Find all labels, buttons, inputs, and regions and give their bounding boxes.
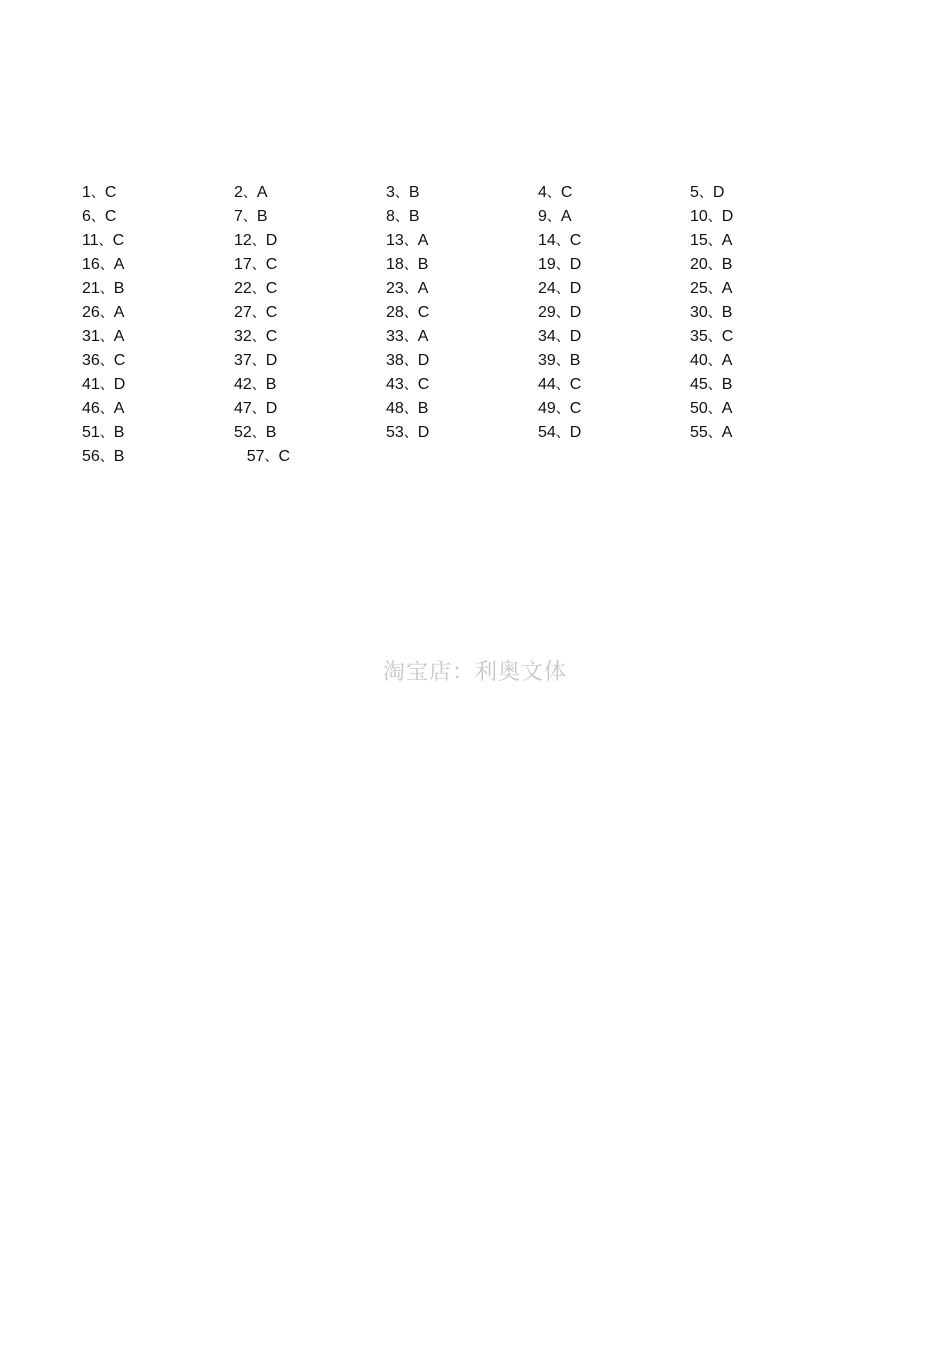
question-number: 38 bbox=[386, 352, 404, 369]
answer-row bbox=[82, 277, 842, 301]
answer-item bbox=[690, 253, 842, 277]
answer-item bbox=[82, 181, 234, 205]
answer-row bbox=[82, 253, 842, 277]
answer-letter: B bbox=[417, 400, 429, 417]
answer-item bbox=[690, 229, 842, 253]
answer-item bbox=[690, 421, 842, 445]
answer-letter: A bbox=[721, 424, 733, 441]
separator: 、 bbox=[99, 329, 114, 345]
answer-letter: A bbox=[113, 328, 125, 345]
question-number: 11 bbox=[82, 232, 99, 249]
separator: 、 bbox=[707, 281, 722, 297]
answer-row bbox=[82, 373, 842, 397]
answer-row bbox=[82, 205, 842, 229]
answer-letter: C bbox=[265, 280, 278, 297]
answer-letter: A bbox=[113, 400, 125, 417]
separator: 、 bbox=[403, 401, 418, 417]
answer-letter: C bbox=[721, 328, 734, 345]
answer-item bbox=[690, 349, 842, 373]
answer-row bbox=[82, 229, 842, 253]
question-number: 2 bbox=[234, 184, 243, 201]
answer-item bbox=[82, 205, 234, 229]
answer-letter: C bbox=[104, 184, 117, 201]
question-number: 57 bbox=[246, 448, 265, 465]
answer-item bbox=[234, 421, 386, 445]
answer-item bbox=[82, 277, 234, 301]
separator: 、 bbox=[264, 449, 279, 465]
answer-item bbox=[538, 301, 690, 325]
answer-item bbox=[234, 325, 386, 349]
answer-letter: D bbox=[569, 328, 582, 345]
answer-letter: D bbox=[265, 352, 278, 369]
answer-letter: C bbox=[265, 328, 278, 345]
question-number: 14 bbox=[538, 232, 556, 249]
separator: 、 bbox=[403, 281, 418, 297]
answer-row bbox=[82, 445, 842, 469]
answer-item bbox=[386, 301, 538, 325]
answer-letter: D bbox=[113, 376, 126, 393]
question-number: 55 bbox=[690, 424, 708, 441]
answer-letter: A bbox=[721, 352, 733, 369]
answer-letter: C bbox=[112, 232, 125, 249]
question-number: 33 bbox=[386, 328, 404, 345]
question-number: 26 bbox=[82, 304, 100, 321]
answer-item bbox=[386, 349, 538, 373]
separator: 、 bbox=[707, 329, 722, 345]
question-number: 24 bbox=[538, 280, 556, 297]
answer-item bbox=[234, 277, 386, 301]
answer-item bbox=[82, 349, 234, 373]
answer-letter: C bbox=[569, 376, 582, 393]
separator: 、 bbox=[707, 401, 722, 417]
separator: 、 bbox=[403, 353, 418, 369]
answer-row bbox=[82, 181, 842, 205]
answer-letter: D bbox=[417, 424, 430, 441]
answer-item bbox=[386, 181, 538, 205]
separator: 、 bbox=[403, 257, 418, 273]
separator: 、 bbox=[403, 305, 418, 321]
answer-item bbox=[82, 373, 234, 397]
question-number: 45 bbox=[690, 376, 708, 393]
answer-item bbox=[234, 181, 386, 205]
answer-letter: B bbox=[721, 304, 733, 321]
answer-item bbox=[82, 301, 234, 325]
answer-letter: D bbox=[569, 304, 582, 321]
answer-letter: C bbox=[569, 400, 582, 417]
question-number: 30 bbox=[690, 304, 708, 321]
separator: 、 bbox=[99, 257, 114, 273]
answer-letter: A bbox=[721, 400, 733, 417]
answer-item bbox=[386, 325, 538, 349]
separator: 、 bbox=[707, 353, 722, 369]
separator: 、 bbox=[242, 209, 257, 225]
separator: 、 bbox=[707, 305, 722, 321]
separator: 、 bbox=[555, 401, 570, 417]
answer-row bbox=[82, 397, 842, 421]
separator: 、 bbox=[403, 329, 418, 345]
separator: 、 bbox=[555, 305, 570, 321]
question-number: 49 bbox=[538, 400, 556, 417]
separator: 、 bbox=[99, 449, 114, 465]
question-number: 41 bbox=[82, 376, 100, 393]
answer-item bbox=[386, 253, 538, 277]
answer-letter: A bbox=[417, 280, 429, 297]
separator: 、 bbox=[251, 353, 266, 369]
answer-item bbox=[234, 373, 386, 397]
separator: 、 bbox=[555, 377, 570, 393]
separator: 、 bbox=[707, 209, 722, 225]
answer-item bbox=[234, 253, 386, 277]
answer-item bbox=[690, 205, 842, 229]
separator: 、 bbox=[251, 401, 266, 417]
separator: 、 bbox=[99, 401, 114, 417]
separator: 、 bbox=[394, 209, 409, 225]
question-number: 34 bbox=[538, 328, 556, 345]
separator: 、 bbox=[99, 425, 114, 441]
separator: 、 bbox=[403, 425, 418, 441]
question-number: 32 bbox=[234, 328, 252, 345]
answer-letter: A bbox=[417, 328, 429, 345]
question-number: 8 bbox=[386, 208, 395, 225]
answer-item bbox=[690, 301, 842, 325]
question-number: 9 bbox=[538, 208, 547, 225]
answer-letter: B bbox=[113, 424, 125, 441]
question-number: 19 bbox=[538, 256, 556, 273]
answer-letter: B bbox=[113, 280, 125, 297]
question-number: 3 bbox=[386, 184, 395, 201]
answer-letter: A bbox=[560, 208, 572, 225]
separator: 、 bbox=[394, 185, 409, 201]
question-number: 27 bbox=[234, 304, 252, 321]
separator: 、 bbox=[546, 209, 561, 225]
answer-item bbox=[247, 445, 412, 469]
separator: 、 bbox=[251, 305, 266, 321]
separator: 、 bbox=[251, 425, 266, 441]
answer-letter: C bbox=[113, 352, 126, 369]
question-number: 56 bbox=[82, 448, 100, 465]
question-number: 20 bbox=[690, 256, 708, 273]
answer-item bbox=[82, 397, 234, 421]
answer-letter: B bbox=[408, 208, 420, 225]
question-number: 35 bbox=[690, 328, 708, 345]
answer-letter: A bbox=[113, 304, 125, 321]
question-number: 7 bbox=[234, 208, 243, 225]
answer-letter: D bbox=[721, 208, 734, 225]
question-number: 6 bbox=[82, 208, 91, 225]
separator: 、 bbox=[99, 305, 114, 321]
answer-row bbox=[82, 325, 842, 349]
separator: 、 bbox=[555, 353, 570, 369]
question-number: 4 bbox=[538, 184, 547, 201]
question-number: 1 bbox=[82, 184, 91, 201]
question-number: 48 bbox=[386, 400, 404, 417]
question-number: 16 bbox=[82, 256, 100, 273]
answer-letter: A bbox=[256, 184, 268, 201]
answer-letter: C bbox=[417, 304, 430, 321]
separator: 、 bbox=[251, 329, 266, 345]
question-number: 28 bbox=[386, 304, 404, 321]
answer-item bbox=[538, 349, 690, 373]
answer-letter: D bbox=[265, 400, 278, 417]
question-number: 40 bbox=[690, 352, 708, 369]
answer-letter: A bbox=[113, 256, 125, 273]
separator: 、 bbox=[403, 233, 418, 249]
question-number: 50 bbox=[690, 400, 708, 417]
question-number: 37 bbox=[234, 352, 252, 369]
answer-item bbox=[234, 397, 386, 421]
question-number: 29 bbox=[538, 304, 556, 321]
answer-letter: D bbox=[712, 184, 725, 201]
answer-letter: B bbox=[569, 352, 581, 369]
answer-item bbox=[538, 277, 690, 301]
question-number: 31 bbox=[82, 328, 100, 345]
answer-letter: B bbox=[417, 256, 429, 273]
separator: 、 bbox=[242, 185, 257, 201]
answer-item bbox=[538, 397, 690, 421]
separator: 、 bbox=[555, 425, 570, 441]
answer-letter: A bbox=[721, 280, 733, 297]
answer-letter: C bbox=[278, 448, 291, 465]
question-number: 52 bbox=[234, 424, 252, 441]
answer-item bbox=[234, 349, 386, 373]
question-number: 36 bbox=[82, 352, 100, 369]
answer-letter: D bbox=[265, 232, 278, 249]
question-number: 17 bbox=[234, 256, 252, 273]
answer-letter: B bbox=[721, 256, 733, 273]
separator: 、 bbox=[90, 209, 105, 225]
answer-letter: B bbox=[113, 448, 125, 465]
answer-letter: C bbox=[265, 304, 278, 321]
question-number: 42 bbox=[234, 376, 252, 393]
answer-item bbox=[690, 397, 842, 421]
answer-item bbox=[386, 421, 538, 445]
answer-item bbox=[82, 325, 234, 349]
separator: 、 bbox=[555, 257, 570, 273]
answer-letter: A bbox=[721, 232, 733, 249]
answer-item bbox=[538, 229, 690, 253]
separator: 、 bbox=[99, 281, 114, 297]
question-number: 13 bbox=[386, 232, 404, 249]
answer-item bbox=[538, 373, 690, 397]
answer-letter: C bbox=[560, 184, 573, 201]
answer-item bbox=[82, 421, 234, 445]
answer-item bbox=[690, 325, 842, 349]
answer-item bbox=[82, 229, 234, 253]
answer-row bbox=[82, 349, 842, 373]
answer-letter: C bbox=[417, 376, 430, 393]
question-number: 10 bbox=[690, 208, 708, 225]
separator: 、 bbox=[707, 257, 722, 273]
answer-item bbox=[690, 277, 842, 301]
separator: 、 bbox=[99, 353, 114, 369]
question-number: 15 bbox=[690, 232, 708, 249]
answer-item bbox=[234, 205, 386, 229]
answer-key-grid bbox=[82, 181, 842, 469]
separator: 、 bbox=[251, 377, 266, 393]
question-number: 54 bbox=[538, 424, 556, 441]
separator: 、 bbox=[698, 185, 713, 201]
answer-item bbox=[234, 229, 386, 253]
question-number: 47 bbox=[234, 400, 252, 417]
answer-letter: B bbox=[256, 208, 268, 225]
question-number: 39 bbox=[538, 352, 556, 369]
answer-row bbox=[82, 421, 842, 445]
question-number: 23 bbox=[386, 280, 404, 297]
watermark-text: 淘宝店：利奥文体 bbox=[382, 660, 567, 685]
answer-item bbox=[386, 397, 538, 421]
question-number: 22 bbox=[234, 280, 252, 297]
answer-item bbox=[538, 421, 690, 445]
separator: 、 bbox=[251, 281, 266, 297]
separator: 、 bbox=[546, 185, 561, 201]
answer-letter: B bbox=[408, 184, 420, 201]
answer-letter: C bbox=[569, 232, 582, 249]
separator: 、 bbox=[98, 233, 113, 249]
separator: 、 bbox=[99, 377, 114, 393]
answer-item bbox=[538, 205, 690, 229]
answer-letter: C bbox=[104, 208, 117, 225]
separator: 、 bbox=[707, 233, 722, 249]
answer-item bbox=[386, 205, 538, 229]
answer-item bbox=[690, 181, 842, 205]
question-number: 12 bbox=[234, 232, 252, 249]
question-number: 5 bbox=[690, 184, 699, 201]
answer-item bbox=[538, 253, 690, 277]
separator: 、 bbox=[555, 233, 570, 249]
question-number: 25 bbox=[690, 280, 708, 297]
answer-letter: B bbox=[265, 424, 277, 441]
separator: 、 bbox=[403, 377, 418, 393]
answer-item bbox=[386, 229, 538, 253]
question-number: 51 bbox=[82, 424, 100, 441]
answer-letter: D bbox=[569, 256, 582, 273]
answer-letter: C bbox=[265, 256, 278, 273]
separator: 、 bbox=[707, 425, 722, 441]
separator: 、 bbox=[555, 329, 570, 345]
question-number: 44 bbox=[538, 376, 556, 393]
answer-item bbox=[690, 373, 842, 397]
answer-item bbox=[386, 373, 538, 397]
separator: 、 bbox=[251, 233, 266, 249]
separator: 、 bbox=[707, 377, 722, 393]
question-number: 21 bbox=[82, 280, 100, 297]
answer-letter: A bbox=[417, 232, 429, 249]
answer-letter: D bbox=[417, 352, 430, 369]
answer-letter: D bbox=[569, 424, 582, 441]
question-number: 53 bbox=[386, 424, 404, 441]
separator: 、 bbox=[251, 257, 266, 273]
answer-item bbox=[538, 181, 690, 205]
question-number: 43 bbox=[386, 376, 404, 393]
separator: 、 bbox=[90, 185, 105, 201]
answer-letter: B bbox=[265, 376, 277, 393]
question-number: 46 bbox=[82, 400, 100, 417]
separator: 、 bbox=[555, 281, 570, 297]
answer-item bbox=[82, 445, 247, 469]
question-number: 18 bbox=[386, 256, 404, 273]
answer-letter: B bbox=[721, 376, 733, 393]
answer-item bbox=[538, 325, 690, 349]
answer-item bbox=[386, 277, 538, 301]
answer-letter: D bbox=[569, 280, 582, 297]
answer-row bbox=[82, 301, 842, 325]
answer-item bbox=[234, 301, 386, 325]
answer-item bbox=[82, 253, 234, 277]
